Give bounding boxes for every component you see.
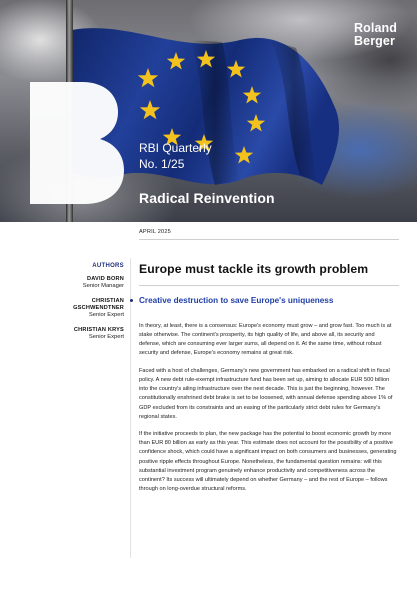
roland-berger-b-logo [30, 82, 124, 204]
authors-heading: AUTHORS [92, 263, 124, 269]
author-role: Senior Expert [88, 334, 124, 340]
article-body [139, 322, 397, 503]
brand-logo [354, 22, 397, 48]
author-name: DAVID BORN [86, 276, 124, 282]
article-paragraph: If the initiative proceeds to plan, the new package has the potential to boost economic growth by more than EUR 80 billion as early as this year. This estimate does not account for the possibility of a positive confidence shock, which could have a significant impact on both consumers and businesses, generating positive ripple effects throughout Europe. Nonetheless, the fundamental question remains: will this substantial investment program genuinely enhance productivity and competitiveness across the continent? Its success will ultimately depend on whether Germany – and the rest of Europe – follows through on long-overdue structural reforms. [139, 431, 397, 493]
author-item [4, 276, 124, 290]
publication-date: APRIL 2025 [139, 229, 171, 235]
hero-banner [0, 0, 417, 222]
article-title: Europe must tackle its growth problem [139, 262, 369, 276]
date-divider [139, 239, 399, 240]
hero-subtitle: Radical Reinvention [139, 190, 275, 206]
article-paragraph: In theory, at least, there is a consensus: Europe's economy must grow – and grow fast. Too much is at stake otherwise. The continent's prosperity, its high quality of life, and above all, its security and defense, which are consuming ever larger sums, all depend on it. At the same time, without robust security and defense, Europe's economy remains at great risk. [139, 323, 392, 357]
author-item [4, 327, 124, 341]
article-paragraph: Faced with a host of challenges, Germany's new government has embarked on a radical shift in fiscal policy. A new debt rule-exempt infrastructure fund has been set up, aiming to allocate EUR 500 billion into the country's ailing infrastructure over the next decade. This is just the beginning, however. The constitutionally enshrined debt brake is set to be loosened, with annual defense spending above 1% of GDP excluded from its constraints and an easing of the particularly strict debt rules for Germany's regional states. [139, 367, 393, 420]
author-item [4, 298, 124, 319]
section-heading: Creative destruction to save Europe's uniqueness [139, 296, 334, 305]
column-divider [130, 258, 131, 558]
author-name: CHRISTIAN KRYS [73, 327, 124, 333]
author-role: Senior Manager [82, 283, 124, 289]
series-title: RBI Quarterly [139, 141, 212, 155]
brand-line-2: Berger [354, 34, 395, 48]
hero-text [139, 140, 275, 206]
author-name-line-2: GSCHWENDTNER [73, 305, 124, 311]
section-bullet-icon [130, 299, 133, 302]
author-role: Senior Expert [88, 312, 124, 318]
title-divider [139, 285, 399, 286]
author-name-line-1: CHRISTIAN [91, 298, 124, 304]
brand-line-1: Roland [354, 21, 397, 35]
authors-sidebar [4, 263, 124, 349]
issue-number: No. 1/25 [139, 157, 185, 171]
